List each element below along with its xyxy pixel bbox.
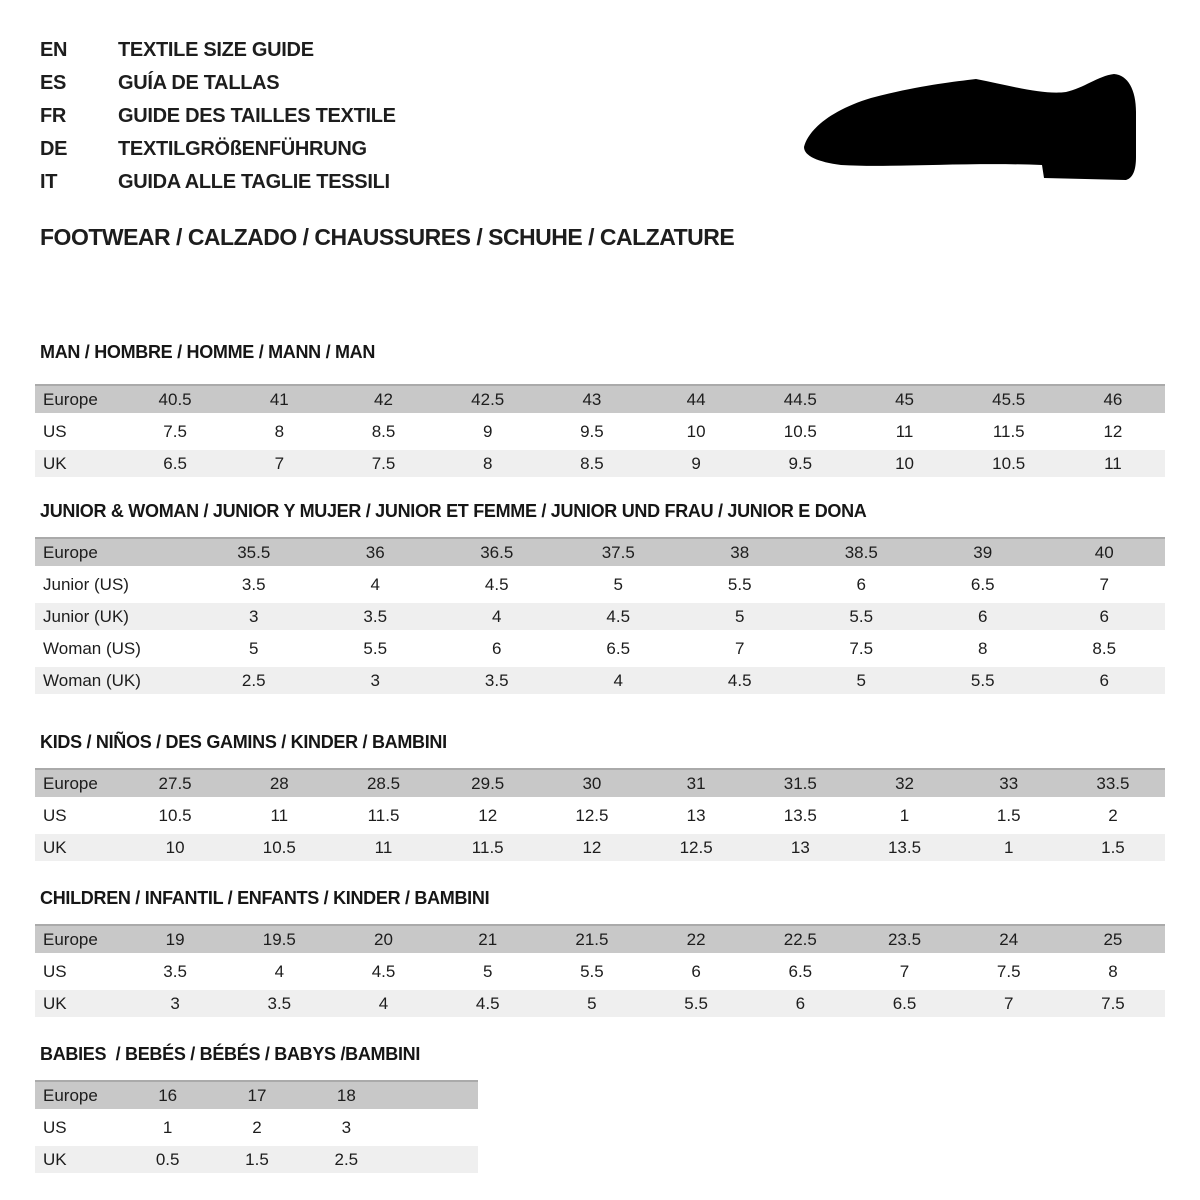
size-cell: 7 xyxy=(274,453,285,473)
row-label: Europe xyxy=(43,542,98,562)
size-cell: 3 xyxy=(170,993,180,1013)
size-cell: 7 xyxy=(735,638,745,658)
size-cell: 22.5 xyxy=(783,929,817,949)
size-cell: 41 xyxy=(269,389,289,409)
size-cell: 3.5 xyxy=(267,993,292,1013)
lang-row-es xyxy=(40,67,396,100)
lang-code-fr: FR xyxy=(40,105,67,127)
size-cell: 44 xyxy=(686,389,706,409)
size-cell: 6.5 xyxy=(788,961,813,981)
size-cell: 22 xyxy=(686,929,706,949)
lang-label-es: GUÍA DE TALLAS xyxy=(118,72,280,94)
row-label: US xyxy=(43,1117,67,1137)
lang-label-fr: GUIDE DES TAILLES TEXTILE xyxy=(118,105,396,127)
size-cell: 5.5 xyxy=(970,670,995,690)
table-row xyxy=(35,667,1165,694)
size-cell: 5 xyxy=(587,993,597,1013)
size-cell: 13.5 xyxy=(887,837,922,857)
size-cell: 11 xyxy=(270,805,289,825)
size-cell: 4.5 xyxy=(727,670,752,690)
size-cell: 10 xyxy=(165,837,185,857)
table-row xyxy=(35,1080,478,1109)
size-cell: 33.5 xyxy=(1096,773,1130,793)
size-cell: 40 xyxy=(1094,542,1114,562)
size-cell: 9 xyxy=(691,453,701,473)
size-cell: 1 xyxy=(162,1117,173,1137)
size-cell: 7.5 xyxy=(371,453,396,473)
size-cell: 11.5 xyxy=(367,805,400,825)
table-row xyxy=(35,1146,478,1173)
size-cell: 37.5 xyxy=(601,542,635,562)
size-cell: 7.5 xyxy=(849,638,874,658)
size-cell: 2.5 xyxy=(241,670,266,690)
size-cell: 5.5 xyxy=(363,638,388,658)
size-cell: 33 xyxy=(999,773,1019,793)
size-cell: 1.5 xyxy=(1101,837,1125,857)
size-cell: 4.5 xyxy=(606,606,631,626)
size-cell: 1.5 xyxy=(245,1149,269,1169)
size-cell: 32 xyxy=(895,773,914,793)
row-label: Junior (US) xyxy=(43,574,129,594)
row-label: Woman (US) xyxy=(43,638,141,658)
size-cell: 13 xyxy=(790,837,810,857)
size-cell: 7 xyxy=(899,961,910,981)
size-cell: 5.5 xyxy=(684,993,708,1013)
row-label: Woman (UK) xyxy=(43,670,141,690)
size-cell: 9 xyxy=(482,421,493,441)
size-cell: 5.5 xyxy=(849,606,874,626)
row-label: Europe xyxy=(43,773,98,793)
lang-code-es: ES xyxy=(40,72,67,94)
size-cell: 0.5 xyxy=(155,1149,180,1169)
size-cell: 4 xyxy=(492,606,502,626)
size-cell: 10.5 xyxy=(992,453,1026,473)
size-cell: 3 xyxy=(341,1117,352,1137)
table-row xyxy=(35,450,1165,477)
size-table-babies xyxy=(35,1080,478,1178)
size-cell: 13.5 xyxy=(783,805,817,825)
row-label: UK xyxy=(43,837,67,857)
section-title-junior-woman: JUNIOR & WOMAN / JUNIOR Y MUJER / JUNIOR ET FEMME / JUNIOR UND FRAU / JUNIOR E DONA xyxy=(40,501,867,521)
size-cell: 20 xyxy=(374,929,393,949)
size-cell: 13 xyxy=(686,805,706,825)
size-cell: 8 xyxy=(274,421,285,441)
section-title-kids: KIDS / NIÑOS / DES GAMINS / KINDER / BAMBINI xyxy=(40,732,447,752)
size-cell: 6 xyxy=(691,961,701,981)
size-cell: 6.5 xyxy=(163,453,187,473)
size-cell: 28 xyxy=(269,773,289,793)
size-cell: 12.5 xyxy=(575,805,609,825)
size-cell: 2.5 xyxy=(334,1149,359,1169)
size-cell: 8 xyxy=(482,453,493,473)
section-title-man: MAN / HOMBRE / HOMME / MANN / MAN xyxy=(40,342,376,362)
size-cell: 4 xyxy=(274,961,285,981)
size-cell: 8.5 xyxy=(1092,638,1117,658)
size-cell: 44.5 xyxy=(783,389,817,409)
row-label: US xyxy=(43,421,67,441)
size-table-man xyxy=(35,384,1165,482)
table-row xyxy=(35,834,1165,861)
size-cell: 31.5 xyxy=(783,773,817,793)
size-cell: 7.5 xyxy=(163,421,187,441)
size-cell: 7 xyxy=(1099,574,1109,594)
size-cell: 5 xyxy=(735,606,745,626)
lang-row-fr xyxy=(40,100,396,133)
table-row xyxy=(35,384,1165,413)
size-cell: 19.5 xyxy=(262,929,296,949)
size-cell: 9.5 xyxy=(580,421,604,441)
size-cell: 40.5 xyxy=(158,389,192,409)
size-cell: 39 xyxy=(973,542,993,562)
size-cell: 31 xyxy=(686,773,706,793)
size-table-kids xyxy=(35,768,1165,866)
size-cell: 4.5 xyxy=(371,961,396,981)
size-cell: 4 xyxy=(370,574,380,594)
table-row xyxy=(35,571,1165,598)
table-row xyxy=(35,635,1165,662)
shoe-icon xyxy=(795,52,1147,202)
size-cell: 21 xyxy=(478,929,498,949)
size-cell: 35.5 xyxy=(237,542,271,562)
size-table-junior-woman xyxy=(35,537,1165,699)
row-label: UK xyxy=(43,453,67,473)
size-cell: 6 xyxy=(492,638,502,658)
size-cell: 3.5 xyxy=(241,574,266,594)
size-cell: 23.5 xyxy=(887,929,922,949)
size-cell: 4.5 xyxy=(484,574,509,594)
size-cell: 1 xyxy=(1003,837,1014,857)
size-cell: 4 xyxy=(378,993,389,1013)
size-cell: 9.5 xyxy=(788,453,813,473)
size-cell: 10.5 xyxy=(783,421,817,441)
size-cell: 8 xyxy=(978,638,988,658)
lang-code-it: IT xyxy=(40,171,58,193)
size-cell: 29.5 xyxy=(471,773,505,793)
table-row xyxy=(35,537,1165,566)
size-cell: 6 xyxy=(1099,670,1109,690)
table-row xyxy=(35,802,1165,829)
size-cell: 6 xyxy=(856,574,866,594)
size-cell: 10 xyxy=(686,421,706,441)
size-cell: 4.5 xyxy=(475,993,500,1013)
size-cell: 10.5 xyxy=(158,805,192,825)
size-cell: 38.5 xyxy=(844,542,878,562)
size-cell: 24 xyxy=(999,929,1019,949)
lang-label-it: GUIDA ALLE TAGLIE TESSILI xyxy=(118,171,390,193)
size-cell: 11 xyxy=(1104,453,1122,473)
row-label: US xyxy=(43,961,67,981)
table-row xyxy=(35,990,1165,1017)
size-cell: 11 xyxy=(895,421,914,441)
size-cell: 2 xyxy=(1108,805,1118,825)
size-cell: 6 xyxy=(978,606,988,626)
size-cell: 2 xyxy=(252,1117,262,1137)
lang-row-it xyxy=(40,166,396,199)
lang-code-en: EN xyxy=(40,39,68,61)
size-cell: 38 xyxy=(730,542,750,562)
size-cell: 12 xyxy=(1103,421,1123,441)
size-cell: 7.5 xyxy=(996,961,1021,981)
size-cell: 45.5 xyxy=(992,389,1026,409)
size-cell: 46 xyxy=(1103,389,1123,409)
lang-row-en xyxy=(40,34,396,67)
lang-label-en: TEXTILE SIZE GUIDE xyxy=(118,39,314,61)
size-cell: 5.5 xyxy=(727,574,752,594)
size-cell: 1 xyxy=(899,805,910,825)
size-cell: 7 xyxy=(1003,993,1014,1013)
table-row xyxy=(35,418,1165,445)
section-title-children: CHILDREN / INFANTIL / ENFANTS / KINDER / BAMBINI xyxy=(40,888,490,908)
size-cell: 28.5 xyxy=(366,773,401,793)
size-cell: 6 xyxy=(1099,606,1109,626)
size-cell: 11 xyxy=(374,837,393,857)
size-cell: 19 xyxy=(165,929,185,949)
size-cell: 5 xyxy=(856,670,866,690)
size-cell: 5 xyxy=(482,961,493,981)
size-cell: 5 xyxy=(613,574,623,594)
size-cell: 7.5 xyxy=(1101,993,1125,1013)
row-label: Europe xyxy=(43,1085,98,1105)
size-cell: 1.5 xyxy=(996,805,1021,825)
section-title-babies: BABIES / BEBÉS / BÉBÉS / BABYS /BAMBINI xyxy=(40,1044,421,1064)
size-cell: 21.5 xyxy=(575,929,609,949)
size-cell: 18 xyxy=(336,1085,356,1105)
lang-label-de: TEXTILGRÖßENFÜHRUNG xyxy=(118,138,367,160)
size-cell: 8.5 xyxy=(371,421,396,441)
size-cell: 3.5 xyxy=(363,606,388,626)
size-cell: 17 xyxy=(247,1085,267,1105)
size-cell: 4 xyxy=(613,670,623,690)
size-table-children xyxy=(35,924,1165,1022)
size-cell: 8 xyxy=(1108,961,1118,981)
language-title-block xyxy=(40,34,396,199)
size-cell: 3 xyxy=(370,670,380,690)
size-cell: 12 xyxy=(478,805,498,825)
size-cell: 36.5 xyxy=(480,542,514,562)
size-cell: 43 xyxy=(582,389,602,409)
size-cell: 36 xyxy=(365,542,385,562)
size-cell: 42.5 xyxy=(471,389,505,409)
size-cell: 27.5 xyxy=(158,773,192,793)
size-cell: 5 xyxy=(249,638,259,658)
size-cell: 10 xyxy=(895,453,914,473)
row-label: Europe xyxy=(43,389,98,409)
size-cell: 10.5 xyxy=(262,837,296,857)
size-cell: 3.5 xyxy=(484,670,509,690)
size-cell: 12.5 xyxy=(679,837,713,857)
size-cell: 3.5 xyxy=(163,961,187,981)
size-cell: 6.5 xyxy=(892,993,917,1013)
size-cell: 12 xyxy=(582,837,602,857)
table-row xyxy=(35,924,1165,953)
size-cell: 6.5 xyxy=(970,574,995,594)
category-line: FOOTWEAR / CALZADO / CHAUSSURES / SCHUHE / CALZATURE xyxy=(40,224,735,250)
row-label: Junior (UK) xyxy=(43,606,129,626)
table-row xyxy=(35,1114,478,1141)
size-cell: 16 xyxy=(158,1085,178,1105)
size-cell: 8.5 xyxy=(580,453,604,473)
lang-code-de: DE xyxy=(40,138,68,160)
row-label: UK xyxy=(43,1149,67,1169)
row-label: UK xyxy=(43,993,67,1013)
size-cell: 5.5 xyxy=(580,961,604,981)
row-label: Europe xyxy=(43,929,98,949)
table-row xyxy=(35,603,1165,630)
table-row xyxy=(35,768,1165,797)
size-cell: 6 xyxy=(795,993,806,1013)
size-cell: 42 xyxy=(374,389,393,409)
size-cell: 3 xyxy=(249,606,259,626)
size-cell: 45 xyxy=(895,389,914,409)
size-cell: 11.5 xyxy=(471,837,504,857)
lang-row-de xyxy=(40,133,396,166)
size-cell: 30 xyxy=(582,773,602,793)
row-label: US xyxy=(43,805,67,825)
size-cell: 25 xyxy=(1103,929,1123,949)
size-cell: 11.5 xyxy=(992,421,1025,441)
table-row xyxy=(35,958,1165,985)
size-cell: 6.5 xyxy=(606,638,631,658)
